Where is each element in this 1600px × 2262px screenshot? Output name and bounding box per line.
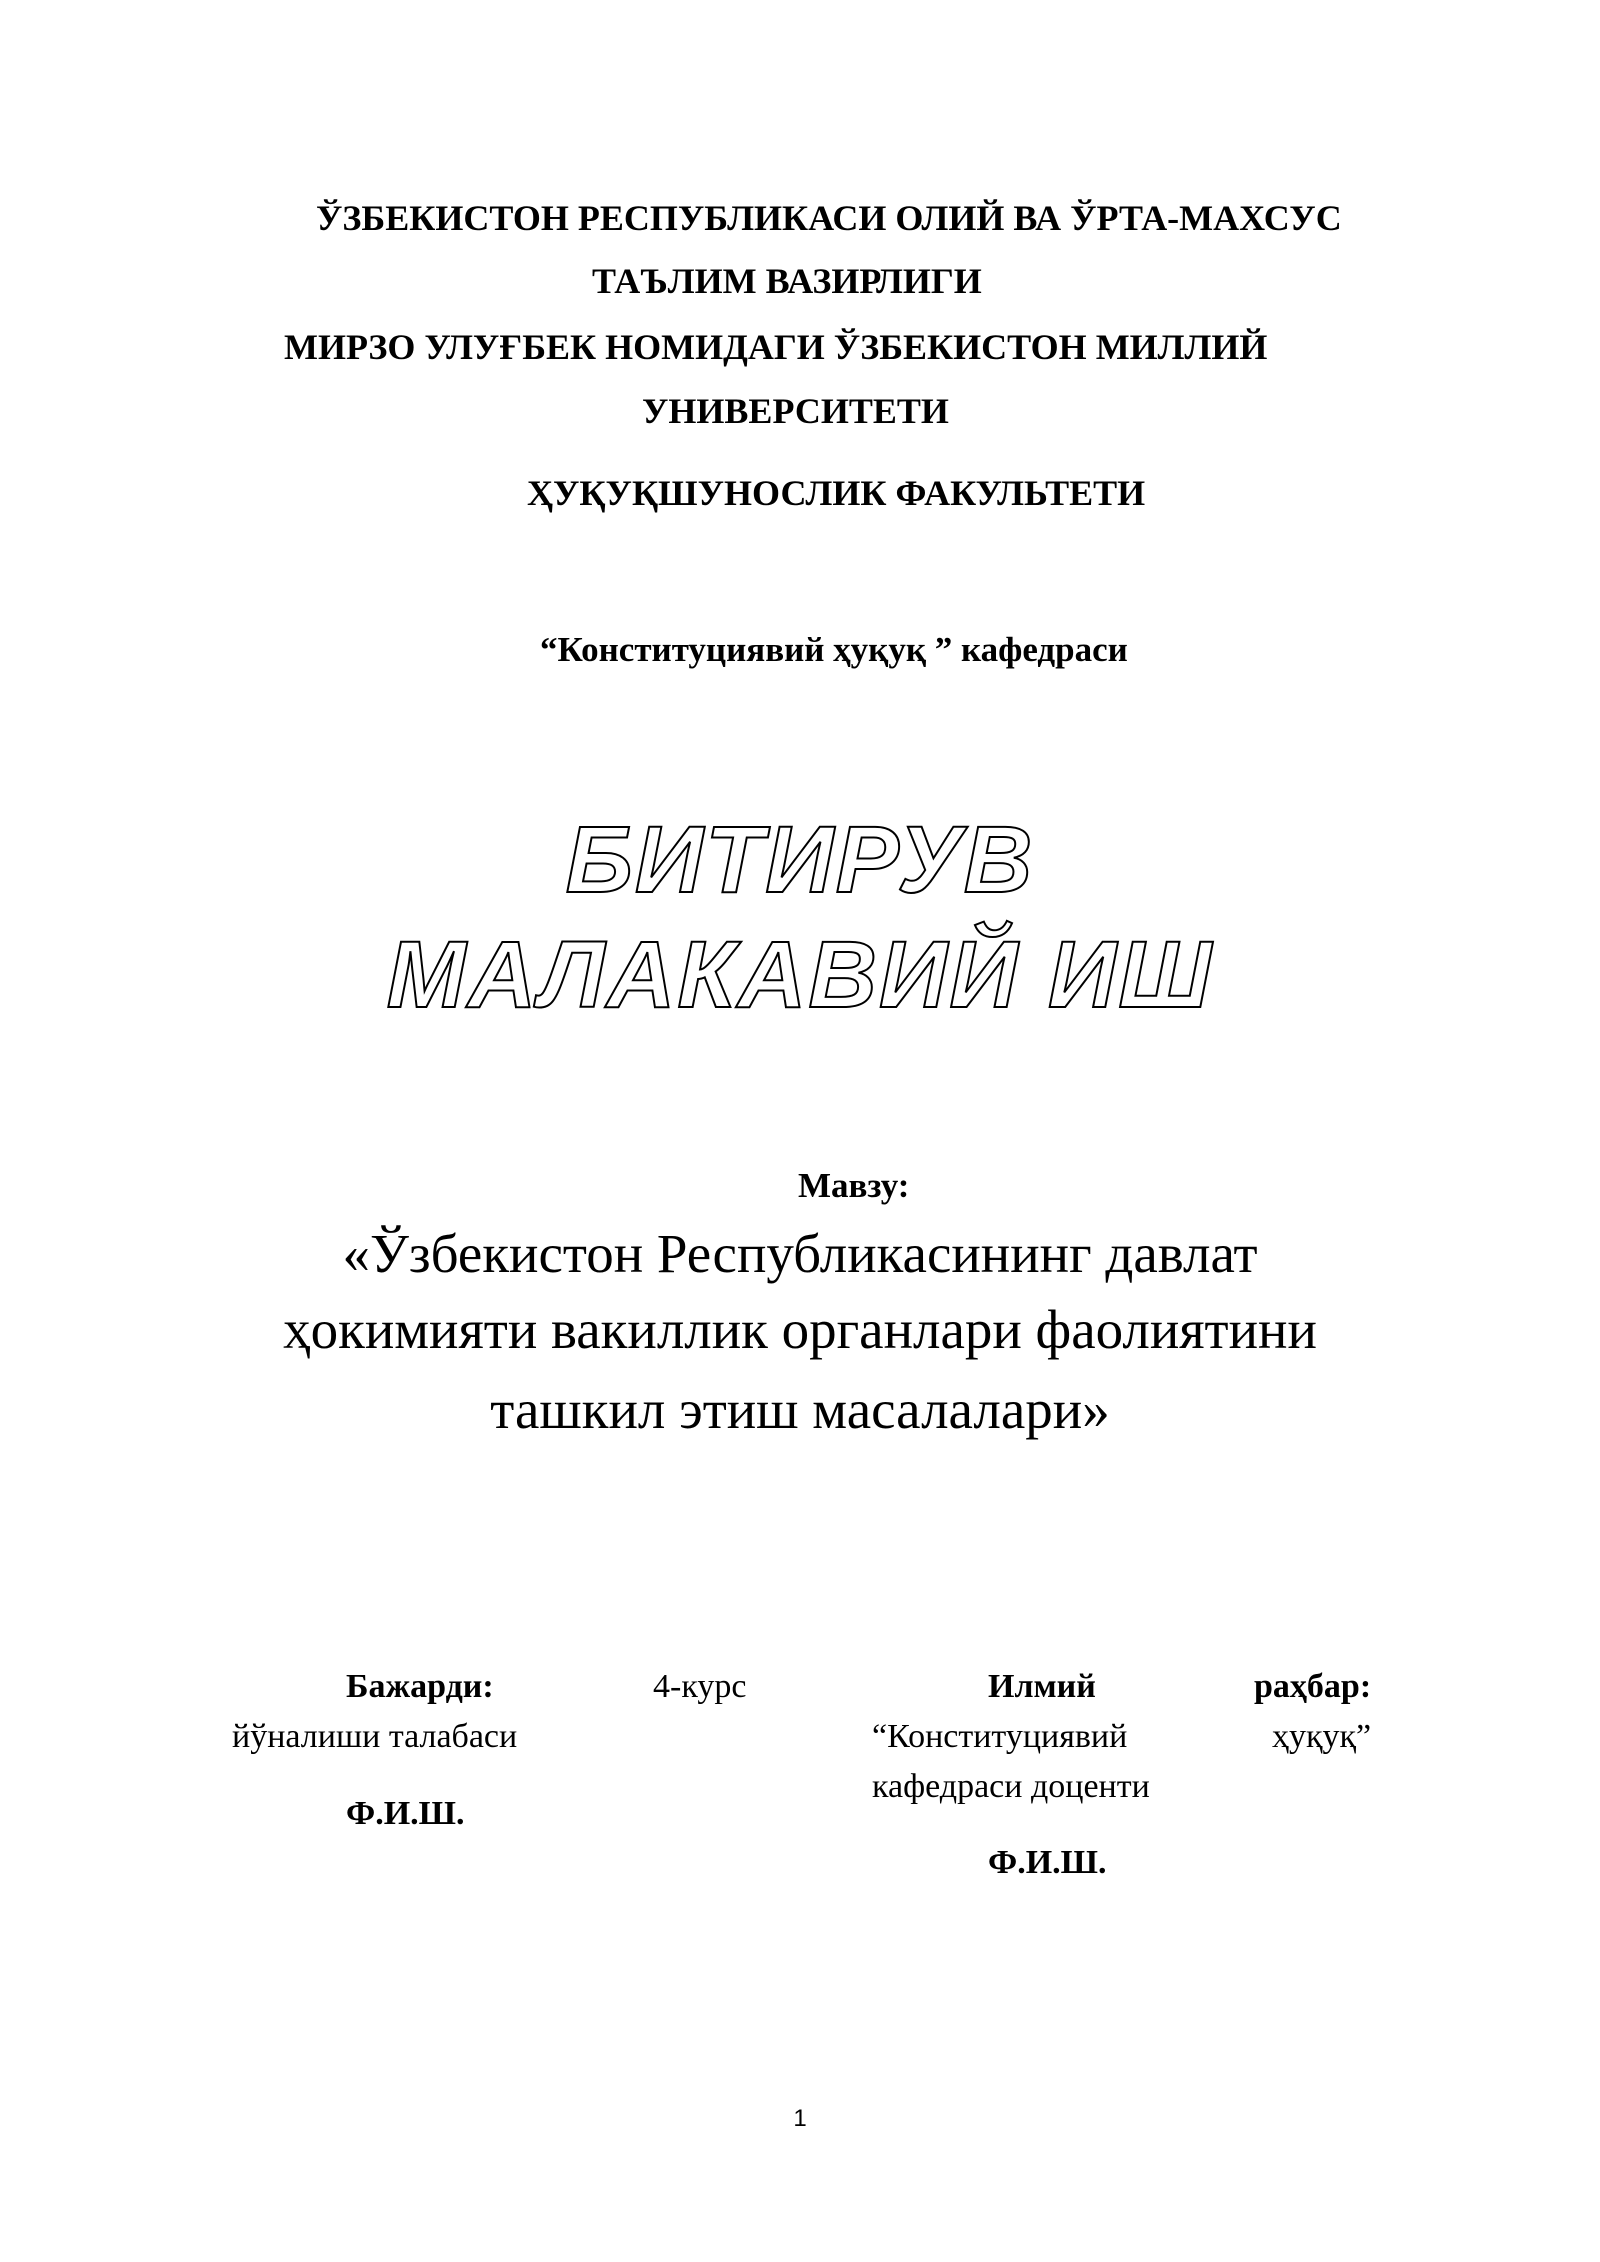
student-name: Ф.И.Ш.: [346, 1795, 465, 1832]
student-role: йўналиши талабаси: [232, 1718, 518, 1755]
ministry-line-1: ЎЗБЕКИСТОН РЕСПУБЛИКАСИ ОЛИЙ ВА ЎРТА-МАХСУС: [316, 198, 1342, 238]
supervisor-name: Ф.И.Ш.: [988, 1844, 1107, 1881]
topic-line-1: «Ўзбекистон Республикасининг давлат: [342, 1223, 1258, 1284]
student-label: Бажарди:: [346, 1668, 494, 1705]
department-name: “Конституциявий ҳуқуқ ” кафедраси: [540, 630, 1128, 669]
student-course: 4-курс: [653, 1668, 747, 1705]
faculty-name: ҲУҚУҚШУНОСЛИК ФАКУЛЬТЕТИ: [527, 473, 1146, 513]
supervisor-dept-right: ҳуқуқ”: [1272, 1718, 1372, 1755]
supervisor-label-right: раҳбар:: [1254, 1668, 1372, 1705]
topic-line-3: ташкил этиш масалалари»: [490, 1379, 1110, 1440]
supervisor-position: кафедраси доценти: [872, 1768, 1150, 1805]
work-title-line-2: МАЛАКАВИЙ ИШ: [386, 922, 1214, 1028]
topic-label: Мавзу:: [798, 1166, 910, 1205]
work-title-line-1: БИТИРУВ: [565, 807, 1035, 913]
supervisor-dept-left: “Конституциявий: [872, 1718, 1128, 1755]
university-line-2: УНИВЕРСИТЕТИ: [642, 391, 949, 431]
ministry-line-2: ТАЪЛИМ ВАЗИРЛИГИ: [592, 261, 982, 301]
supervisor-label-left: Илмий: [988, 1668, 1096, 1705]
page-number: 1: [793, 2105, 807, 2132]
university-line-1: МИРЗО УЛУҒБЕК НОМИДАГИ ЎЗБЕКИСТОН МИЛЛИЙ: [284, 327, 1268, 367]
topic-line-2: ҳокимияти вакиллик органлари фаолиятини: [283, 1299, 1317, 1360]
